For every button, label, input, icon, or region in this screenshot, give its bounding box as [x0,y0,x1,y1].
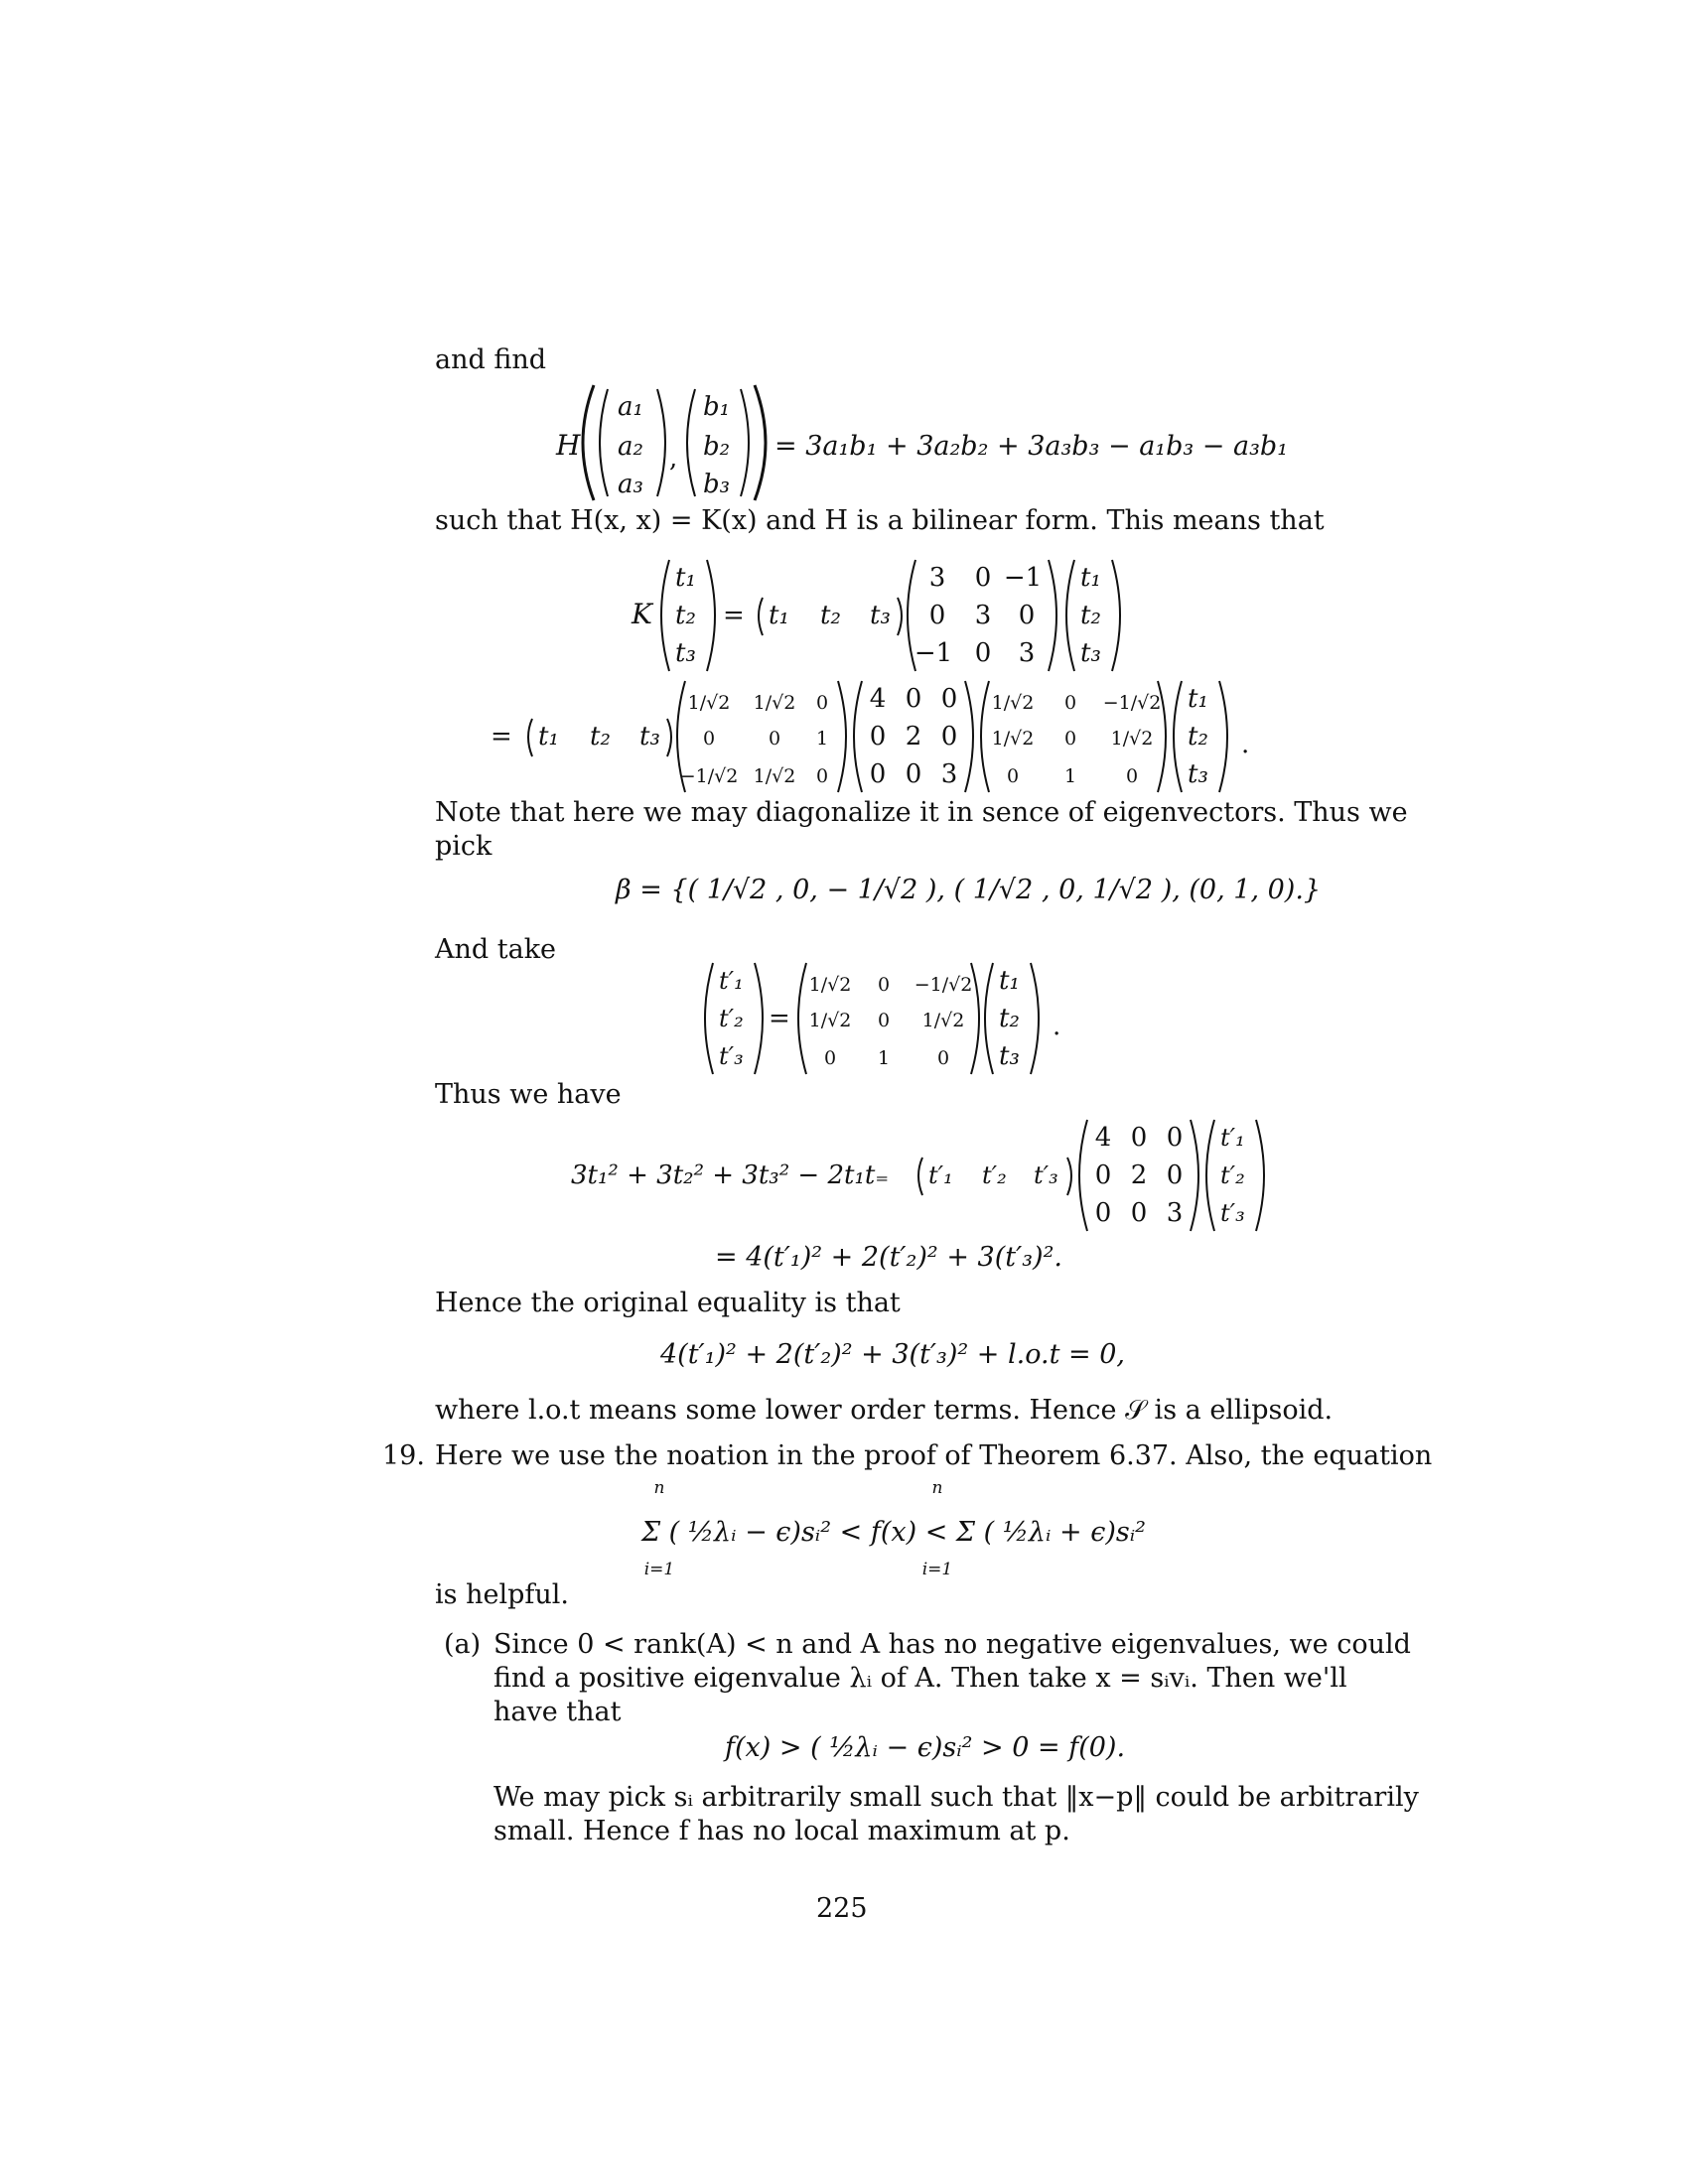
sum-lower-1: i=1 [643,1560,675,1579]
svg-text:.: . [1053,1012,1061,1041]
vec-b-3: b₃ [703,470,731,499]
K-m-22: 3 [1018,638,1036,668]
beta-basis: β = {( 1/√2 , 0, − 1/√2 ), ( 1/√2 , 0, 1/√2 ), (0, 1, 0).} [616,875,1322,905]
diag-row-t3: t₃ [639,722,660,751]
equation-fx: f(x) > ( ½λᵢ − ϵ)sᵢ² > 0 = f(0). [725,1732,1126,1763]
and-take-text: And take [435,934,557,965]
K-col-t3: t₃ [1080,638,1101,668]
equation-tprime [695,955,1112,1084]
qD-01: 0 [1130,1123,1148,1153]
K-col-t1: t₁ [1080,563,1101,593]
K-row-t2: t₂ [820,601,841,630]
equation-sum-inequality [635,1475,1251,1584]
qD-22: 3 [1166,1198,1184,1228]
quad-col-2: t′₂ [1220,1161,1245,1189]
vec-b-1: b₁ [703,392,731,422]
sum-inequality-body: Σ ( ½λᵢ − ϵ)sᵢ² < f(x) < Σ ( ½λᵢ + ϵ)sᵢ² [641,1517,1146,1548]
H-symbol: H [556,429,581,462]
equation-K [616,552,1211,681]
Q-22: 0 [1125,765,1139,787]
tpQ-22: 0 [936,1047,950,1069]
Q-10: 1/√2 [991,728,1035,750]
diag-col-t2: t₂ [1188,722,1208,751]
item-19-number: 19. [382,1440,425,1471]
tp-rhs-1: t₁ [999,966,1020,996]
K-m-12: 0 [1018,601,1036,630]
tpQ-20: 0 [823,1047,837,1069]
part-a-line-2: find a positive eigenvalue λᵢ of A. Then take x = sᵢvᵢ. Then we'll [493,1663,1347,1694]
K-m-00: 3 [928,563,946,593]
tpQ-00: 1/√2 [808,974,852,996]
K-vec-t1: t₁ [675,563,696,593]
equation-original: 4(t′₁)² + 2(t′₂)² + 3(t′₃)² + l.o.t = 0, [660,1339,1125,1370]
K-symbol: K [632,598,652,630]
K-vec-t2: t₂ [675,601,696,630]
part-a-line-3: have that [493,1697,622,1727]
Q-12: 1/√2 [1110,728,1154,750]
K-m-21: 0 [974,638,992,668]
svg-text:=: = [491,722,512,751]
qD-10: 0 [1094,1160,1112,1190]
tpQ-12: 1/√2 [921,1010,965,1031]
vec-b-2: b₂ [703,432,731,462]
qD-02: 0 [1166,1123,1184,1153]
D-12: 0 [940,722,958,751]
P-11: 0 [768,728,781,750]
svg-text:=: = [723,601,745,630]
note-line-2: pick [435,831,492,862]
quad-row-1: t′₁ [928,1161,953,1189]
diag-col-t1: t₁ [1188,684,1208,714]
last-line-1: We may pick sᵢ arbitrarily small such that ‖x−p‖ could be arbitrarily [493,1782,1419,1813]
K-m-20: −1 [914,638,953,668]
vec-a-1: a₁ [618,392,643,422]
part-a-label: (a) [444,1629,482,1660]
vec-a-3: a₃ [618,470,643,499]
part-a-line-1: Since 0 < rank(A) < n and A has no negative eigenvalues, we could [493,1629,1411,1660]
note-line-1: Note that here we may diagonalize it in sence of eigenvectors. Thus we [435,797,1408,828]
is-helpful-text: is helpful. [435,1579,569,1610]
qD-11: 2 [1130,1160,1148,1190]
such-that-text: such that H(x, x) = K(x) and H is a bilinear form. This means that [435,505,1325,536]
diag-row-t1: t₁ [538,722,559,751]
vec-a-2: a₂ [618,432,643,462]
tp-lhs-3: t′₃ [719,1042,744,1070]
thus-have-text: Thus we have [435,1079,622,1110]
D-21: 0 [905,759,922,789]
diag-col-t3: t₃ [1188,759,1208,789]
qD-21: 0 [1130,1198,1148,1228]
last-line-2: small. Hence f has no local maximum at p. [493,1816,1070,1846]
tp-lhs-2: t′₂ [719,1005,744,1032]
P-22: 0 [815,765,829,787]
quad-row-2: t′₂ [982,1161,1007,1189]
Q-00: 1/√2 [991,692,1035,714]
P-02: 0 [815,692,829,714]
K-m-11: 3 [974,601,992,630]
tpQ-21: 1 [877,1047,891,1069]
D-11: 2 [905,722,922,751]
quad-row-3: t′₃ [1034,1161,1058,1189]
quad-lhs: 3t₁² + 3t₂² + 3t₃² − 2t₁t₌ [571,1160,890,1190]
K-row-t1: t₁ [769,601,789,630]
D-10: 0 [869,722,887,751]
tp-lhs-1: t′₁ [719,967,744,995]
sum-lower-2: i=1 [921,1560,953,1579]
equation-H [536,371,1331,520]
equation-quadratic [571,1112,1306,1241]
K-m-01: 0 [974,563,992,593]
K-vec-t3: t₃ [675,638,696,668]
H-rhs: = 3a₁b₁ + 3a₂b₂ + 3a₃b₃ − a₁b₃ − a₃b₁ [774,431,1289,462]
D-20: 0 [869,759,887,789]
quad-line-2: = 4(t′₁)² + 2(t′₂)² + 3(t′₃)². [715,1242,1062,1273]
P-10: 0 [702,728,716,750]
Q-11: 0 [1063,728,1077,750]
tp-rhs-2: t₂ [999,1004,1020,1033]
Q-20: 0 [1006,765,1020,787]
tpQ-02: −1/√2 [914,974,973,996]
where-lot-text: where l.o.t means some lower order terms. Hence 𝒮 is a ellipsoid. [435,1395,1334,1426]
svg-text:.: . [1241,730,1250,759]
P-12: 1 [815,728,829,750]
tpQ-01: 0 [877,974,891,996]
hence-original-text: Hence the original equality is that [435,1288,901,1318]
tp-rhs-3: t₃ [999,1041,1020,1071]
qD-00: 4 [1094,1123,1112,1153]
D-22: 3 [940,759,958,789]
P-20: −1/√2 [679,765,739,787]
quad-col-3: t′₃ [1220,1199,1245,1227]
Q-02: −1/√2 [1102,692,1162,714]
K-m-02: −1 [1003,563,1043,593]
K-m-10: 0 [928,601,946,630]
tpQ-10: 1/√2 [808,1010,852,1031]
D-00: 4 [869,684,887,714]
K-col-t2: t₂ [1080,601,1101,630]
K-row-t3: t₃ [870,601,891,630]
qD-20: 0 [1094,1198,1112,1228]
page-number: 225 [816,1893,868,1924]
item-19-text: Here we use the noation in the proof of Theorem 6.37. Also, the equation [435,1440,1433,1471]
D-01: 0 [905,684,922,714]
sum-upper-2: n [931,1478,943,1498]
quad-col-1: t′₁ [1220,1124,1245,1152]
intro-text: and find [435,344,547,375]
equation-diagonalization [487,673,1301,802]
diag-row-t2: t₂ [590,722,611,751]
svg-text:,: , [669,444,678,474]
P-01: 1/√2 [753,692,796,714]
D-02: 0 [940,684,958,714]
svg-text:=: = [769,1004,790,1033]
tpQ-11: 0 [877,1010,891,1031]
Q-21: 1 [1063,765,1077,787]
P-00: 1/√2 [687,692,731,714]
Q-01: 0 [1063,692,1077,714]
P-21: 1/√2 [753,765,796,787]
qD-12: 0 [1166,1160,1184,1190]
sum-upper-1: n [653,1478,665,1498]
